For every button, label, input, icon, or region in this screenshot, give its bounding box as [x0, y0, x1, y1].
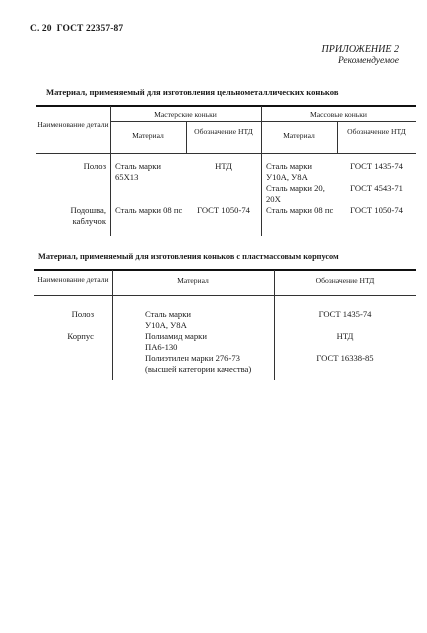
appendix-title: ПРИЛОЖЕНИЕ 2 — [321, 44, 399, 55]
table1-header-mass: Массовые коньки — [310, 110, 367, 119]
table2-header-part: Наименование детали — [37, 275, 109, 284]
table2-header-material: Материал — [177, 276, 209, 285]
table1-row2-master-material: Сталь марки 08 пс — [115, 205, 183, 215]
table1-row1-mass-material-1: Сталь марки У10А, У8А — [266, 161, 312, 182]
appendix-note: Рекомендуемое — [337, 56, 399, 66]
table2-title: Материал, применяемый для изготовления коньков с пластмассовым корпусом — [38, 252, 339, 261]
table1-row1-part: Полоз — [83, 161, 106, 171]
table1-title: Материал, применяемый для изготовления цельнометаллических коньков — [46, 87, 339, 97]
table1-row2-mass-material: Сталь марки 08 пс — [266, 205, 334, 215]
table1-row2-mass-ntd: ГОСТ 1050-74 — [350, 205, 403, 215]
table1-row1-mass-ntd-2: ГОСТ 4543-71 — [350, 183, 403, 193]
table1-header-master-material: Материал — [132, 131, 164, 140]
table2-row3-ntd: ГОСТ 16338-85 — [316, 353, 374, 363]
table1-row1-mass-ntd-1: ГОСТ 1435-74 — [350, 161, 403, 171]
table2-row2-material: Полиамид марки ПА6-130 — [145, 331, 207, 352]
table2-row1-ntd: ГОСТ 1435-74 — [318, 309, 372, 319]
table2-row1-material: Сталь марки У10А, У8А — [145, 309, 191, 330]
table1-row1-master-material: Сталь марки 65Х13 — [115, 161, 161, 182]
table1-header-master-ntd: Обозначение НТД — [194, 127, 253, 136]
table2-row2-part: Корпус — [67, 331, 94, 341]
table1-header-mass-ntd: Обозначение НТД — [347, 127, 406, 136]
table1-header-part: Наименование детали — [37, 120, 109, 129]
table1-row1-master-ntd: НТД — [215, 161, 232, 171]
table2-row1-part: Полоз — [71, 309, 94, 319]
table2-header-ntd: Обозначение НТД — [315, 276, 375, 285]
page-number: С. 20 — [30, 24, 52, 34]
table1-header-master: Мастерские коньки — [154, 110, 217, 119]
standard-number: ГОСТ 22357-87 — [56, 24, 124, 34]
table2-row3-material: Полиэтилен марки 276-73 (высшей категории качества) — [145, 353, 252, 374]
table1-row2-master-ntd: ГОСТ 1050-74 — [197, 205, 250, 215]
table1-row1-mass-material-2: Сталь марки 20, 20Х — [266, 183, 325, 204]
table1-header-mass-material: Материал — [283, 131, 315, 140]
table2-row2-ntd: НТД — [336, 331, 354, 341]
table1-row2-part: Подошва, каблучок — [70, 205, 106, 226]
